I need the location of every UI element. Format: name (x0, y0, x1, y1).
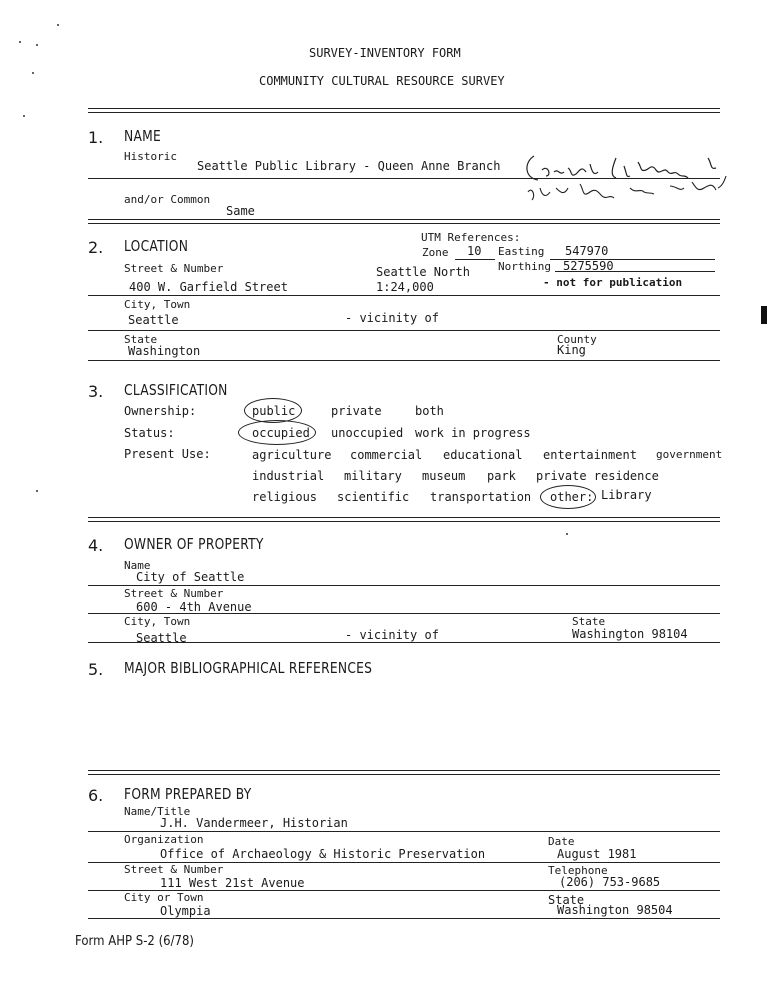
section-number: 1. (88, 128, 104, 147)
date-value: August 1981 (557, 847, 637, 861)
use-agriculture: agriculture (252, 448, 332, 462)
quad-name: Seattle North (376, 265, 470, 279)
section-divider (88, 517, 720, 522)
owner-state-value: Washington 98104 (572, 627, 688, 641)
street-label: Street & Number (124, 262, 224, 275)
use-private-residence: private residence (536, 469, 659, 483)
city-value: Seattle (128, 313, 179, 327)
use-government: government (656, 448, 723, 461)
section-heading-location: LOCATION (124, 237, 189, 255)
owner-name-value: City of Seattle (136, 570, 245, 584)
selected-circle (238, 420, 316, 445)
county-label: County (557, 333, 597, 346)
use-industrial: industrial (252, 469, 325, 483)
form-id: Form AHP S-2 (6/78) (75, 934, 194, 949)
section-divider (88, 219, 720, 224)
field-line (88, 918, 720, 919)
use-museum: museum (422, 469, 466, 483)
status-occupied: occupied (252, 426, 310, 440)
easting-label: Easting (498, 245, 545, 258)
ownership-private: private (331, 404, 382, 418)
historic-label: Historic (124, 150, 177, 163)
use-entertainment: entertainment (543, 448, 637, 462)
use-religious: religious (252, 490, 318, 504)
section-number: 3. (88, 382, 104, 401)
use-other: other: (550, 490, 594, 504)
scan-speck (32, 72, 34, 74)
northing-value: 5275590 (563, 259, 614, 273)
use-military: military (344, 469, 402, 483)
common-name-value: Same (226, 204, 255, 218)
handwritten-annotation (520, 148, 735, 208)
status-label: Status: (124, 426, 175, 440)
telephone-value: (206) 753-9685 (559, 875, 661, 889)
preparer-state-label: State (548, 893, 585, 907)
state-label: State (124, 333, 158, 346)
easting-value: 547970 (565, 244, 609, 258)
section-heading-classification: CLASSIFICATION (124, 381, 228, 399)
use-scientific: scientific (337, 490, 410, 504)
not-for-publication: - not for publication (543, 276, 683, 289)
other-use-value: Library (601, 488, 652, 502)
preparer-name-value: J.H. Vandermeer, Historian (160, 816, 348, 830)
scan-speck (566, 533, 568, 535)
section-divider (88, 108, 720, 113)
ownership-label: Ownership: (124, 404, 197, 418)
common-name-label: and/or Common (124, 193, 211, 206)
form-title: SURVEY-INVENTORY FORM (309, 46, 461, 60)
state-value: Washington (128, 344, 201, 358)
city-label: City, Town (124, 298, 191, 311)
selected-circle (540, 485, 596, 509)
field-line (88, 613, 720, 614)
use-transportation: transportation (430, 490, 532, 504)
use-educational: educational (443, 448, 523, 462)
field-line (555, 271, 715, 272)
preparer-state-value: Washington 98504 (557, 903, 673, 917)
form-subtitle: COMMUNITY CULTURAL RESOURCE SURVEY (259, 74, 505, 88)
organization-label: Organization (124, 833, 204, 846)
vicinity-label: - vicinity of (345, 311, 439, 325)
northing-label: Northing (498, 260, 551, 273)
section-number: 2. (88, 238, 104, 257)
organization-value: Office of Archaeology & Historic Preservation (160, 847, 486, 861)
utm-references-label: UTM References: (421, 231, 521, 244)
owner-city-label: City, Town (124, 615, 191, 628)
street-value: 400 W. Garfield Street (129, 280, 288, 294)
status-unoccupied: unoccupied (331, 426, 404, 440)
scan-speck (57, 24, 59, 26)
owner-street-label: Street & Number (124, 587, 224, 600)
field-line (88, 585, 720, 586)
use-park: park (487, 469, 516, 483)
zone-label: Zone (422, 246, 449, 259)
zone-value: 10 (467, 244, 482, 258)
section-heading-bibliographical: MAJOR BIBLIOGRAPHICAL REFERENCES (124, 659, 373, 677)
scan-speck (23, 115, 25, 117)
preparer-city-label: City or Town (124, 891, 204, 904)
owner-vicinity-label: - vicinity of (345, 628, 439, 642)
section-heading-name: NAME (124, 127, 161, 145)
status-work-in-progress: work in progress (415, 426, 531, 440)
section-divider (88, 770, 720, 775)
preparer-name-label: Name/Title (124, 805, 191, 818)
owner-city-value: Seattle (136, 631, 187, 645)
preparer-city-value: Olympia (160, 904, 211, 918)
historic-name-value: Seattle Public Library - Queen Anne Branch (197, 159, 501, 173)
owner-name-label: Name (124, 559, 151, 572)
section-heading-owner: OWNER OF PROPERTY (124, 535, 264, 553)
preparer-street-label: Street & Number (124, 863, 224, 876)
scan-speck (36, 490, 38, 492)
field-line (88, 295, 720, 296)
field-line (88, 360, 720, 361)
ownership-both: both (415, 404, 444, 418)
scan-speck (36, 44, 38, 46)
field-line (88, 642, 720, 643)
telephone-label: Telephone (548, 864, 608, 877)
ownership-public: public (252, 404, 296, 418)
owner-street-value: 600 - 4th Avenue (136, 600, 252, 614)
section-number: 5. (88, 660, 104, 679)
scan-speck (19, 41, 21, 43)
field-line (88, 831, 720, 832)
field-line (88, 330, 720, 331)
owner-state-label: State (572, 615, 606, 628)
use-commercial: commercial (350, 448, 423, 462)
scan-edge-mark (761, 306, 767, 324)
field-line (455, 259, 495, 260)
date-label: Date (548, 835, 575, 848)
preparer-street-value: 111 West 21st Avenue (160, 876, 305, 890)
section-heading-prepared-by: FORM PREPARED BY (124, 785, 252, 803)
county-value: King (557, 343, 586, 357)
section-number: 4. (88, 536, 104, 555)
quad-scale: 1:24,000 (376, 280, 434, 294)
present-use-label: Present Use: (124, 447, 211, 461)
section-number: 6. (88, 786, 104, 805)
